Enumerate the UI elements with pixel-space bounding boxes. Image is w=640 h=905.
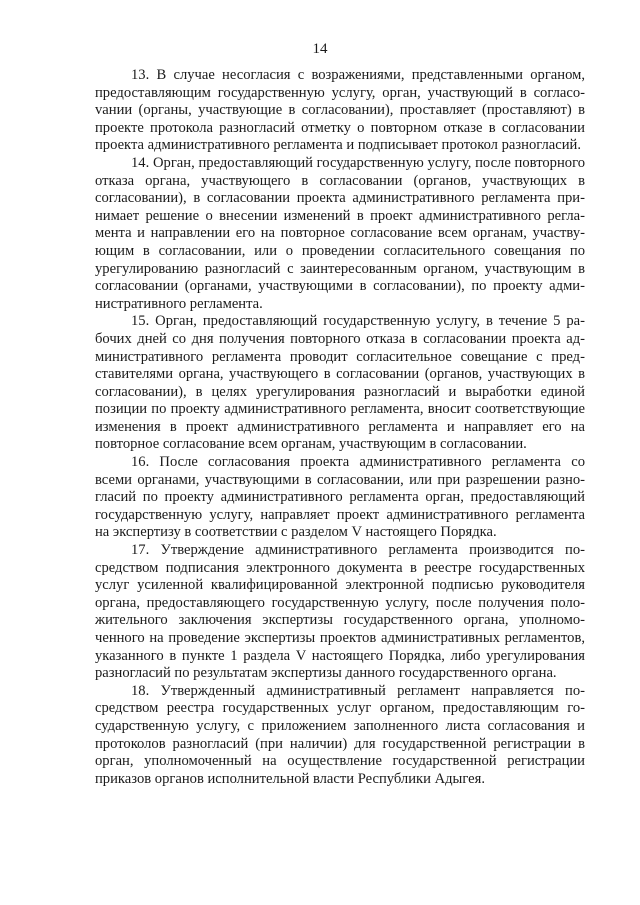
paragraph-15: 15. Орган, предоставляющий государственную услугу, в течение 5 рабочих дней со дня получения повторного отказа в согласовании проекта административного регламента проводит согласительное совещание с представителями органа, участвующего в согласовании (органов, участвующих в согласовании), в целях урегулирования разногласий и выработки единой позиции по проекту административного регламента, вносит соответствующие изменения в проект административного регламента и направляет его на повторное согласование всем органам, участвующим в согласовании. xyxy=(95,313,585,453)
paragraph-13: 13. В случае несогласия с возражениями, представленными органом, предоставляющим государственную услугу, орган, участвующий в согласоvании (органы, участвующие в согласовании), проставляет (проставляют) в проекте протокола разногласий отметку о повторном отказе в согласовании проекта административного регламента и подписывает протокол разногласий. xyxy=(95,67,585,154)
paragraph-17: 17. Утверждение административного регламента производится посредством подписания электронного документа в реестре государственных услуг усиленной квалифицированной электронной подписью руководителя органа, предоставляющего государственную услугу, после получения положительного заключения экспертизы государственного органа, уполномоченного на проведение экспертизы проектов административных регламентов, указанного в пункте 1 раздела V настоящего Порядка, либо урегулирования разногласий по результатам экспертизы данного государственного органа. xyxy=(95,542,585,682)
paragraph-14: 14. Орган, предоставляющий государственную услугу, после повторного отказа органа, участвующего в согласовании (органов, участвующих в согласовании), в согласовании проекта административного регламента принимает решение о внесении изменений в проект административного регламента и направлении его на повторное согласование всем органам, участвующим в согласовании, или о проведении согласительного совещания по урегулированию разногласий с заинтересованным органом, участвующим в согласовании (органами, участвующими в согласовании), по проекту административного регламента. xyxy=(95,154,585,312)
page-number: 14 xyxy=(312,41,328,57)
paragraph-18: 18. Утвержденный административный регламент направляется посредством реестра государственных услуг органом, предоставляющим государственную услугу, с приложением заполненного листа согласования и протоколов разногласий (при наличии) для государственной регистрации в орган, уполномоченный на осуществление государственной регистрации приказов органов исполнительной власти Республики Адыгея. xyxy=(95,682,585,787)
document-body xyxy=(95,67,585,788)
paragraph-16: 16. После согласования проекта административного регламента со всеми органами, участвующими в согласовании, или при разрешении разногласий по проекту административного регламента орган, предоставляющий государственную услугу, направляет проект административного регламента на экспертизу в соответствии с разделом V настоящего Порядка. xyxy=(95,454,585,541)
